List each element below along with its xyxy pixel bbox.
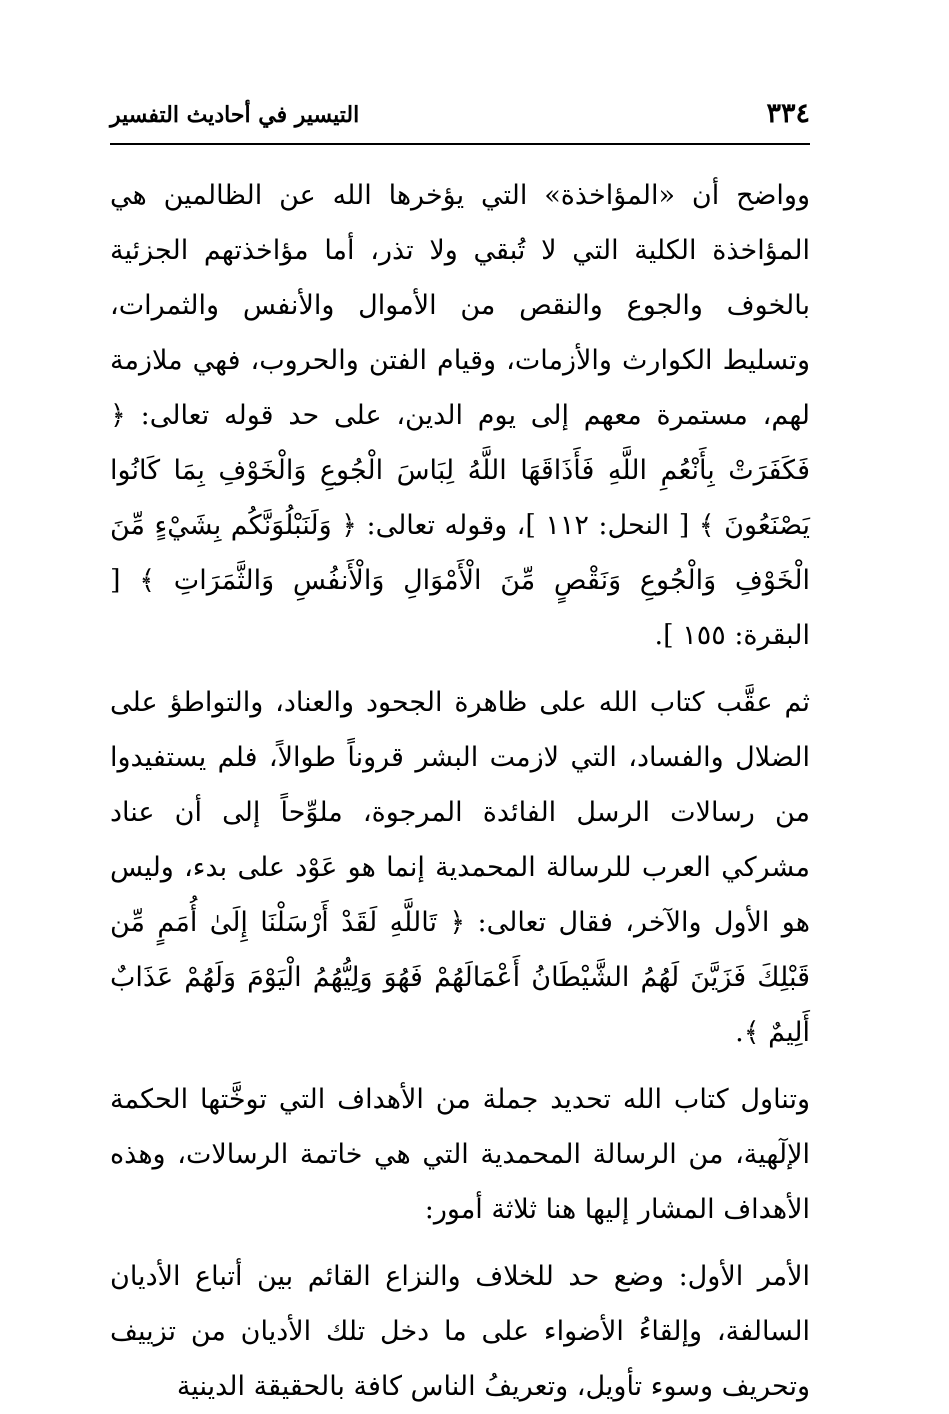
body-text — [110, 168, 810, 1414]
paragraph-1: وواضح أن «المؤاخذة» التي يؤخرها الله عن الظالمين هي المؤاخذة الكلية التي لا تُبقي ولا تذر، أما مؤاخذتهم الجزئية بالخوف والجوع والنقص من الأموال والأنفس والثمرات، وتسليط الكوارث والأزمات، وقيام الفتن والحروب، فهي ملازمة لهم، مستمرة معهم إلى يوم الدين، على حد قوله تعالى: ﴿ فَكَفَرَتْ بِأَنْعُمِ اللَّهِ فَأَذَاقَهَا اللَّهُ لِبَاسَ الْجُوعِ وَالْخَوْفِ بِمَا كَانُوا يَصْنَعُونَ ﴾ [ النحل: ١١٢ ]، وقوله تعالى: ﴿ وَلَنَبْلُوَنَّكُم بِشَيْءٍ مِّنَ الْخَوْفِ وَالْجُوعِ وَنَقْصٍ مِّنَ الْأَمْوَالِ وَالْأَنفُسِ وَالثَّمَرَاتِ ﴾ [ البقرة: ١٥٥ ]. — [110, 180, 810, 651]
paragraph-2: ثم عقَّب كتاب الله على ظاهرة الجحود والعناد، والتواطؤ على الضلال والفساد، التي لازمت البشر قروناً طوالاً، فلم يستفيدوا من رسالات الرسل الفائدة المرجوة، ملوِّحاً إلى أن عناد مشركي العرب للرسالة المحمدية إنما هو عَوْد على بدء، وليس هو الأول والآخر، فقال تعالى: ﴿ تَاللَّهِ لَقَدْ أَرْسَلْنَا إِلَىٰ أُمَمٍ مِّن قَبْلِكَ فَزَيَّنَ لَهُمُ الشَّيْطَانُ أَعْمَالَهُمْ فَهُوَ وَلِيُّهُمُ الْيَوْمَ وَلَهُمْ عَذَابٌ أَلِيمٌ ﴾. — [110, 687, 810, 1048]
running-title: التيسير في أحاديث التفسير — [110, 102, 360, 128]
page-number: ٣٣٤ — [766, 98, 810, 129]
header-rule — [110, 143, 810, 145]
paragraph-3: وتناول كتاب الله تحديد جملة من الأهداف التي توخَّتها الحكمة الإلٓهية، من الرسالة المحمدية التي هي خاتمة الرسالات، وهذه الأهداف المشار إليها هنا ثلاثة أمور: — [110, 1084, 810, 1225]
paragraph-4: الأمر الأول: وضع حد للخلاف والنزاع القائم بين أتباع الأديان السالفة، وإلقاءُ الأضواء على ما دخل تلك الأديان من تزييف وتحريف وسوء تأويل، وتعريفُ الناس كافة بالحقيقة الدينية — [110, 1261, 810, 1402]
page-header — [110, 96, 810, 140]
